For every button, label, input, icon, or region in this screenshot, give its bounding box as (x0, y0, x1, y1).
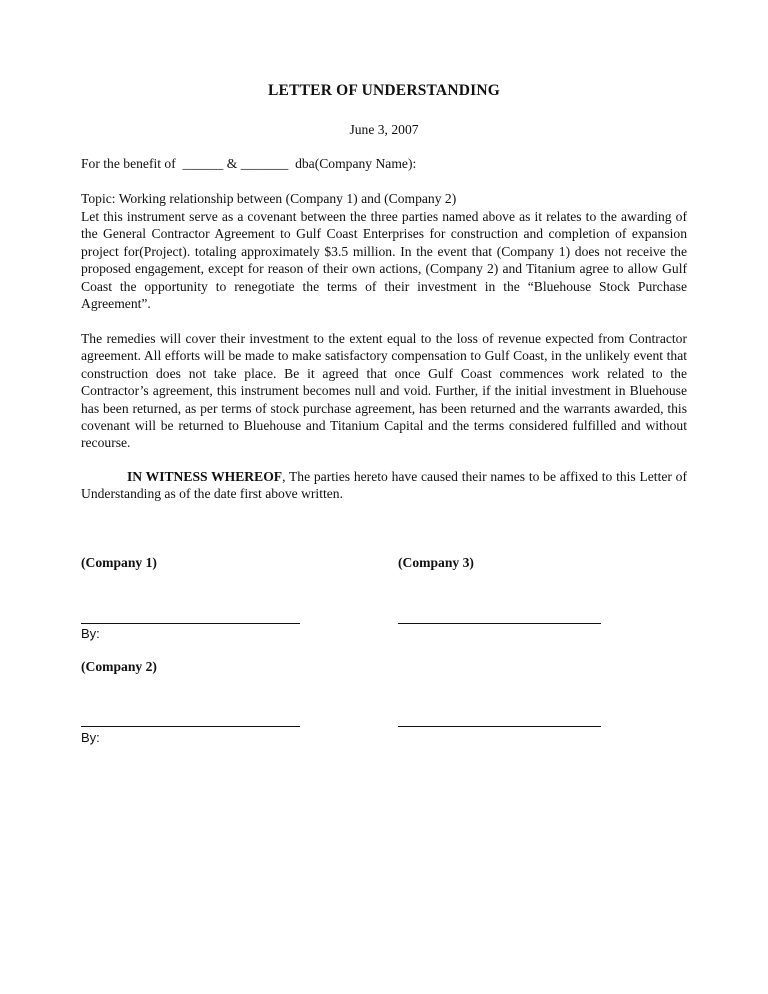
company1-by-label: By: (81, 626, 100, 641)
topic-line: Topic: Working relationship between (Company 1) and (Company 2) (81, 191, 457, 206)
company1-signature-line (81, 623, 300, 624)
benefit-line: For the benefit of ______ & _______ dba(Company Name): (81, 156, 417, 171)
witness-text: , The parties hereto have caused their names to be affixed to this Letter of Understanding as of the date first above written. (81, 469, 687, 502)
company2-by-label: By: (81, 730, 100, 745)
document-date: June 3, 2007 (349, 122, 419, 137)
document-title: LETTER OF UNDERSTANDING (268, 82, 500, 99)
witness-heading: IN WITNESS WHEREOF (127, 469, 283, 484)
company3-heading: (Company 3) (398, 555, 474, 570)
company2-heading: (Company 2) (81, 659, 157, 674)
paragraph-witness (81, 468, 687, 503)
company1-heading: (Company 1) (81, 555, 157, 570)
paragraph-remedies: The remedies will cover their investment to the extent equal to the loss of revenue expected from Contractor agreement. All efforts will be made to make satisfactory compensation to Gulf Coast, in the unlikely event that construction does not take place. Be it agreed that once Gulf Coast commences work related to the Contractor’s agreement, this instrument becomes null and void. Further, if the initial investment in Bluehouse has been returned, as per terms of stock purchase agreement, has been returned and the warrants awarded, this covenant will be returned to Bluehouse and Titanium Capital and the terms considered fulfilled and without recourse. (81, 331, 687, 451)
company2-signature-line (81, 726, 300, 727)
paragraph-covenant: Let this instrument serve as a covenant between the three parties named above as it relates to the awarding of the General Contractor Agreement to Gulf Coast Enterprises for construction and completion of expansion project for(Project). totaling approximately $3.5 million. In the event that (Company 1) does not receive the proposed engagement, except for reason of their own actions, (Company 2) and Titanium agree to allow Gulf Coast the opportunity to renegotiate the terms of their investment in the “Bluehouse Stock Purchase Agreement”. (81, 209, 687, 312)
company3-signature-line (398, 623, 601, 624)
right-signature-line-2 (398, 726, 601, 727)
